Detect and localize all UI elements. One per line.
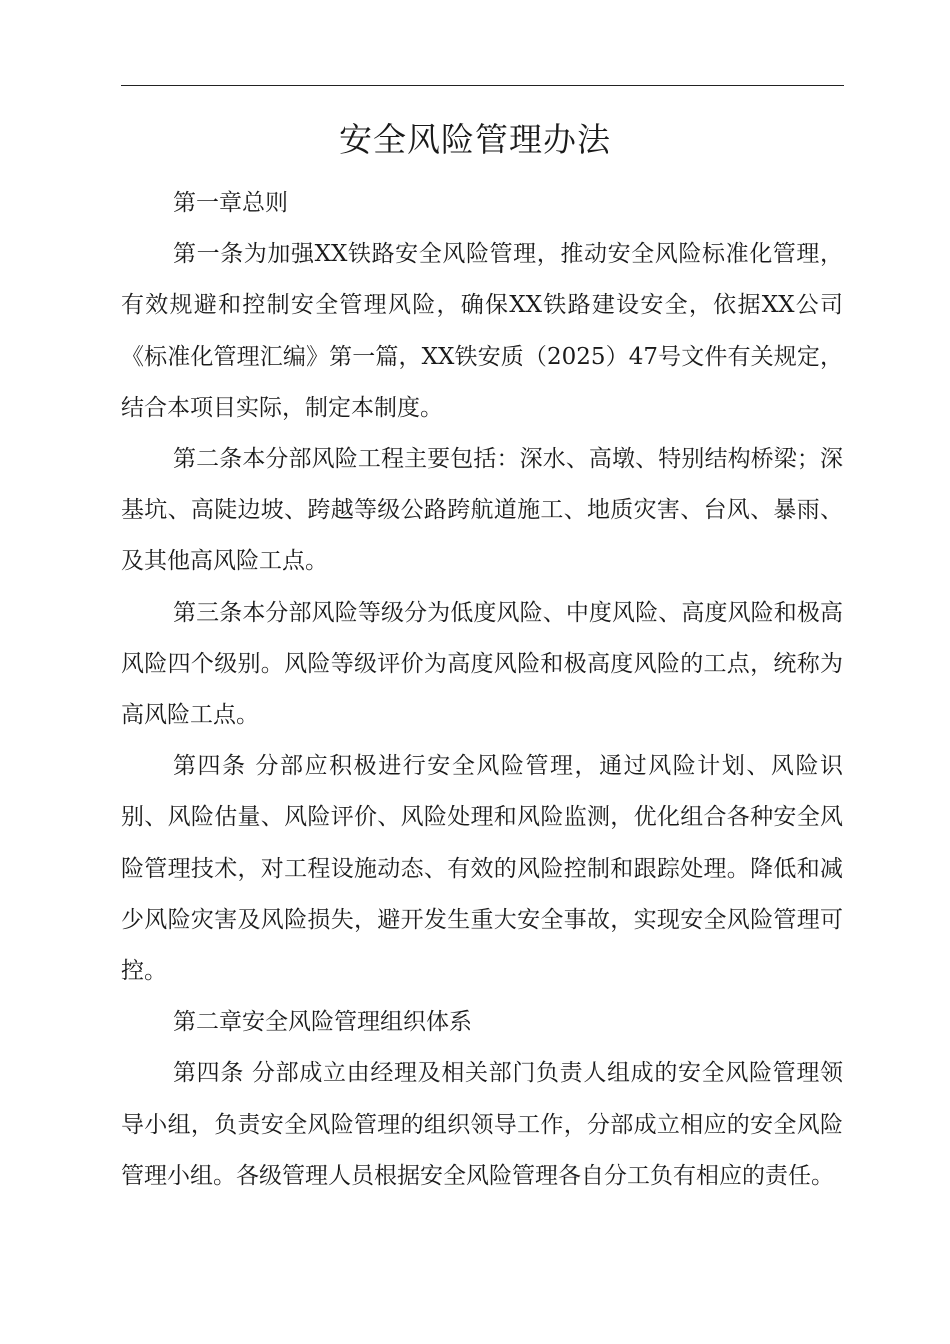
header-rule <box>121 85 844 86</box>
chapter-heading: 第二章安全风险管理组织体系 <box>173 1009 472 1036</box>
document-title: 安全风险管理办法 <box>339 120 611 159</box>
chapter-heading: 第一章总则 <box>173 190 288 216</box>
document-body <box>121 178 843 1202</box>
article-paragraph: 第四条 分部成立由经理及相关部门负责人组成的安全风险管理领导小组，负责安全风险管理的组织领导工作，分部成立相应的安全风险管理小组。各级管理人员根据安全风险管理各自分工负有相应的责任。 <box>121 1060 843 1189</box>
article-paragraph: 第一条为加强XX铁路安全风险管理，推动安全风险标准化管理，有效规避和控制安全管理风险，确保XX铁路建设安全，依据XX公司《标准化管理汇编》第一篇，XX铁安质（2025）47号文件有关规定，结合本项目实际，制定本制度。 <box>121 241 843 421</box>
article-paragraph: 第二条本分部风险工程主要包括：深水、高墩、特别结构桥梁；深基坑、高陡边坡、跨越等级公路跨航道施工、地质灾害、台风、暴雨、及其他高风险工点。 <box>121 446 843 575</box>
article-paragraph: 第三条本分部风险等级分为低度风险、中度风险、高度风险和极高风险四个级别。风险等级评价为高度风险和极高度风险的工点，统称为高风险工点。 <box>121 599 843 729</box>
article-paragraph: 第四条 分部应积极进行安全风险管理，通过风险计划、风险识别、风险估量、风险评价、风险处理和风险监测，优化组合各种安全风险管理技术，对工程设施动态、有效的风险控制和跟踪处理。降低和减少风险灾害及风险损失，避开发生重大安全事故，实现安全风险管理可控。 <box>121 753 843 985</box>
